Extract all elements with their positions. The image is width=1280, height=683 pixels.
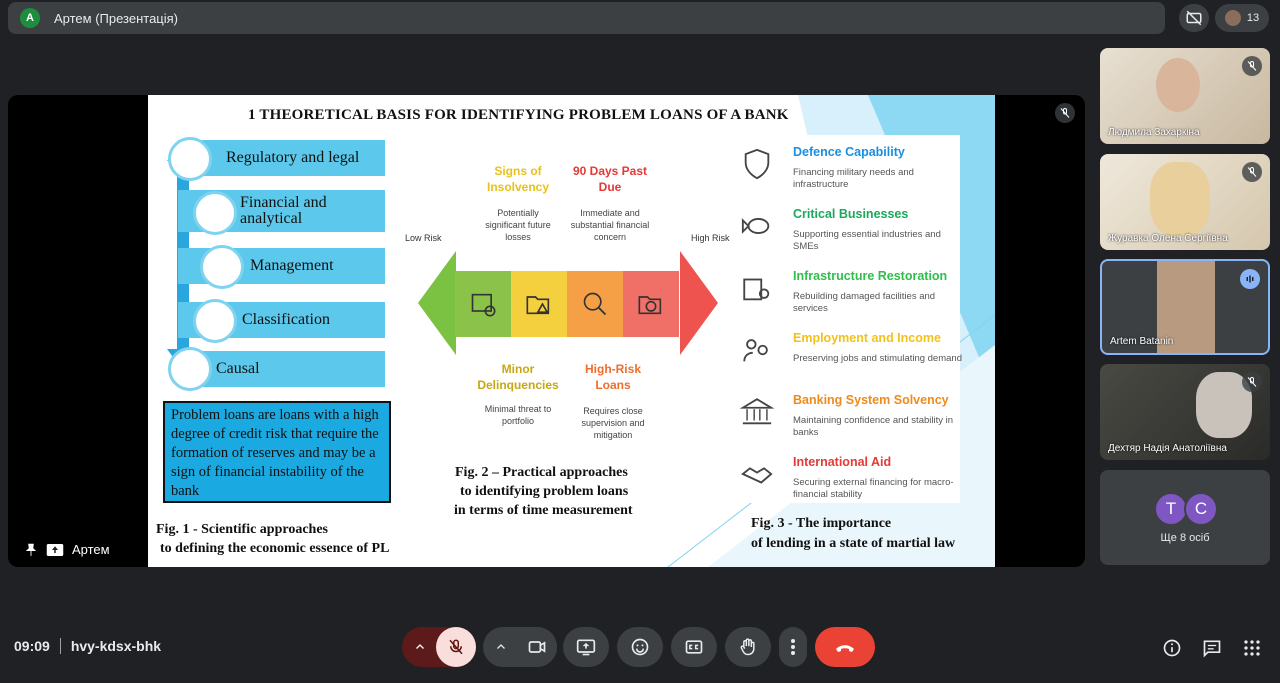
participant-avatar: [1225, 10, 1241, 26]
more-options-button[interactable]: [779, 627, 807, 667]
mic-control-group: [402, 627, 476, 667]
risk-desc-90days: Immediate and substantial financial concern: [570, 208, 650, 242]
fig3-head: International Aid: [793, 455, 892, 469]
mic-off-icon: [1059, 107, 1071, 119]
fig3-head: Banking System Solvency: [793, 393, 949, 407]
risk-head-90days: 90 Days Past Due: [572, 164, 648, 194]
slide: [148, 95, 995, 567]
dollar-search-icon: [581, 290, 609, 318]
presenter-name: Артем: [72, 542, 110, 557]
fig3-desc: Supporting essential industries and SMEs: [793, 229, 941, 252]
mic-off-icon: [1246, 60, 1258, 72]
chevron-up-icon: [495, 641, 507, 653]
fig1-circle: [193, 299, 237, 343]
slide-title: 1 THEORETICAL BASIS FOR IDENTIFYING PROBLEM LOANS OF A BANK: [248, 107, 789, 123]
fish-icon: [740, 209, 774, 243]
fig1-circle: [200, 245, 244, 289]
participant-video: [1150, 162, 1210, 236]
present-screen-icon: [46, 543, 64, 557]
chevron-up-icon: [414, 641, 426, 653]
leave-call-button[interactable]: [815, 627, 875, 667]
risk-head-insolvency: Signs of Insolvency: [486, 164, 550, 194]
presentation-stage: [8, 95, 1085, 567]
fig3-item: [732, 451, 960, 511]
captions-button[interactable]: [671, 627, 717, 667]
mute-indicator: [1242, 162, 1262, 182]
hand-icon: [738, 637, 758, 657]
fig3-panel: [732, 135, 960, 503]
more-participants-label: Ще 8 осіб: [1160, 532, 1210, 544]
fig1-circle: [193, 191, 237, 235]
participant-tile[interactable]: [1100, 364, 1270, 460]
fig1-item-4: Causal: [178, 351, 385, 387]
fig1-caption-1: Fig. 1 - Scientific approaches: [156, 522, 329, 537]
fig1-circle: [168, 137, 212, 181]
problem-loan-definition: Problem loans are loans with a high degree of credit risk that require the formation of reserves and may be a sign of financial instability of the bank: [163, 401, 391, 503]
fig3-desc: Financing military needs and infrastructure: [793, 167, 914, 190]
mic-off-icon: [1246, 376, 1258, 388]
fig3-desc: Securing external financing for macro-financial stability: [793, 477, 954, 500]
chat-button[interactable]: [1200, 636, 1224, 660]
fig3-desc: Preserving jobs and stimulating demand: [793, 353, 962, 364]
more-vert-icon: [790, 638, 796, 656]
fig3-item: [732, 265, 960, 325]
fig3-caption-1: Fig. 3 - The importance: [751, 516, 892, 531]
meeting-details-button[interactable]: [1160, 636, 1184, 660]
chat-icon: [1202, 638, 1222, 658]
participant-tile[interactable]: [1100, 48, 1270, 144]
camera-icon: [527, 637, 547, 657]
avatar: A: [20, 8, 40, 28]
fig2-caption-2: to identifying problem loans: [460, 484, 629, 499]
fig1-caption-2: to defining the economic essence of PL: [160, 541, 390, 556]
captions-icon: [684, 637, 704, 657]
fig1-item-2: Management: [178, 248, 385, 284]
fig3-item: [732, 389, 960, 449]
mic-toggle-button[interactable]: [436, 627, 476, 667]
camera-options-button[interactable]: [483, 627, 519, 667]
reactions-button[interactable]: [617, 627, 663, 667]
mic-options-button[interactable]: [402, 627, 438, 667]
presentation-title: Артем (Презентація): [54, 10, 179, 26]
risk-segment-red: [623, 271, 679, 337]
people-icon: [740, 333, 774, 367]
raise-hand-button[interactable]: [725, 627, 771, 667]
fig3-head: Infrastructure Restoration: [793, 269, 948, 283]
fig3-head: Defence Capability: [793, 145, 905, 159]
risk-desc-insolvency: Potentially significant future losses: [485, 208, 551, 242]
presenter-label: [24, 542, 110, 557]
high-risk-label: High Risk: [691, 233, 730, 243]
folder-block-icon: [637, 290, 665, 318]
hide-tile-button[interactable]: [1179, 4, 1209, 32]
pin-icon[interactable]: [24, 543, 38, 557]
risk-desc-highrisk: Requires close supervision and mitigation: [581, 406, 645, 440]
apps-grid-icon: [1243, 639, 1261, 657]
folder-warning-icon: [525, 290, 553, 318]
participant-count: 13: [1246, 12, 1260, 24]
risk-segment-yellow: [511, 271, 567, 337]
fig3-caption-2: of lending in a state of martial law: [751, 536, 956, 551]
bank-icon: [740, 395, 774, 429]
building-search-icon: [740, 271, 774, 305]
participant-name: Дехтяр Надія Анатоліївна: [1108, 443, 1227, 454]
fig3-head: Employment and Income: [793, 331, 941, 345]
mic-off-icon: [1246, 166, 1258, 178]
invoice-check-icon: [469, 290, 497, 318]
clock: 09:09: [14, 638, 50, 654]
fig1-item-3: Classification: [178, 302, 385, 338]
no-video-icon: [1185, 9, 1203, 27]
fig2-caption-1: Fig. 2 – Practical approaches: [455, 465, 628, 480]
info-icon: [1162, 638, 1182, 658]
fig3-item: [732, 203, 960, 263]
fig3-desc: Rebuilding damaged facilities and services: [793, 291, 936, 314]
fig1-circle: [168, 347, 212, 391]
divider: [60, 638, 61, 654]
fig3-desc: Maintaining confidence and stability in banks: [793, 415, 954, 438]
presentation-header: [8, 2, 1165, 34]
present-screen-icon: [576, 637, 596, 657]
risk-head-highrisk: High-Risk Loans: [584, 362, 641, 392]
speaking-indicator: [1240, 269, 1260, 289]
mute-indicator: [1242, 372, 1262, 392]
fig2-caption-3: in terms of time measurement: [454, 503, 633, 518]
shield-icon: [740, 147, 774, 181]
audio-level-icon: [1244, 273, 1256, 285]
more-participants-tile[interactable]: [1100, 470, 1270, 565]
participant-name: Artem Batanin: [1110, 336, 1174, 347]
camera-toggle-button[interactable]: [517, 627, 557, 667]
low-risk-label: Low Risk: [405, 233, 442, 243]
meeting-code: hvy-kdsx-bhk: [70, 638, 162, 654]
call-end-icon: [833, 635, 857, 659]
risk-desc-minor: Minimal threat to portfolio: [484, 404, 552, 426]
participant-name: Людмила Захаркіна: [1108, 127, 1200, 138]
fig3-item: [732, 327, 960, 387]
participant-tile-speaking[interactable]: [1100, 259, 1270, 355]
presenter-mute-indicator: [1055, 103, 1075, 123]
mic-off-icon: [447, 638, 465, 656]
fig3-item: [732, 141, 960, 201]
fig1-item-1: Financial and analytical: [178, 190, 385, 232]
present-button[interactable]: [563, 627, 609, 667]
mute-indicator: [1242, 56, 1262, 76]
participant-tile[interactable]: [1100, 154, 1270, 250]
risk-segment-orange: [567, 271, 623, 337]
camera-control-group: [483, 627, 557, 667]
risk-segment-green: [455, 271, 511, 337]
fig1-item-0: Regulatory and legal: [178, 140, 385, 176]
participant-video: [1156, 58, 1200, 112]
risk-head-minor: Minor Delinquencies: [477, 362, 559, 392]
participants-button[interactable]: [1215, 4, 1269, 32]
participant-name: Журавка Олена Сергіївна: [1108, 233, 1228, 244]
emoji-icon: [630, 637, 650, 657]
meeting-info: [14, 638, 161, 654]
avatar: T: [1154, 492, 1188, 526]
handshake-icon: [740, 457, 774, 491]
activities-button[interactable]: [1240, 636, 1264, 660]
fig3-head: Critical Businesses: [793, 207, 909, 221]
avatar: C: [1184, 492, 1218, 526]
